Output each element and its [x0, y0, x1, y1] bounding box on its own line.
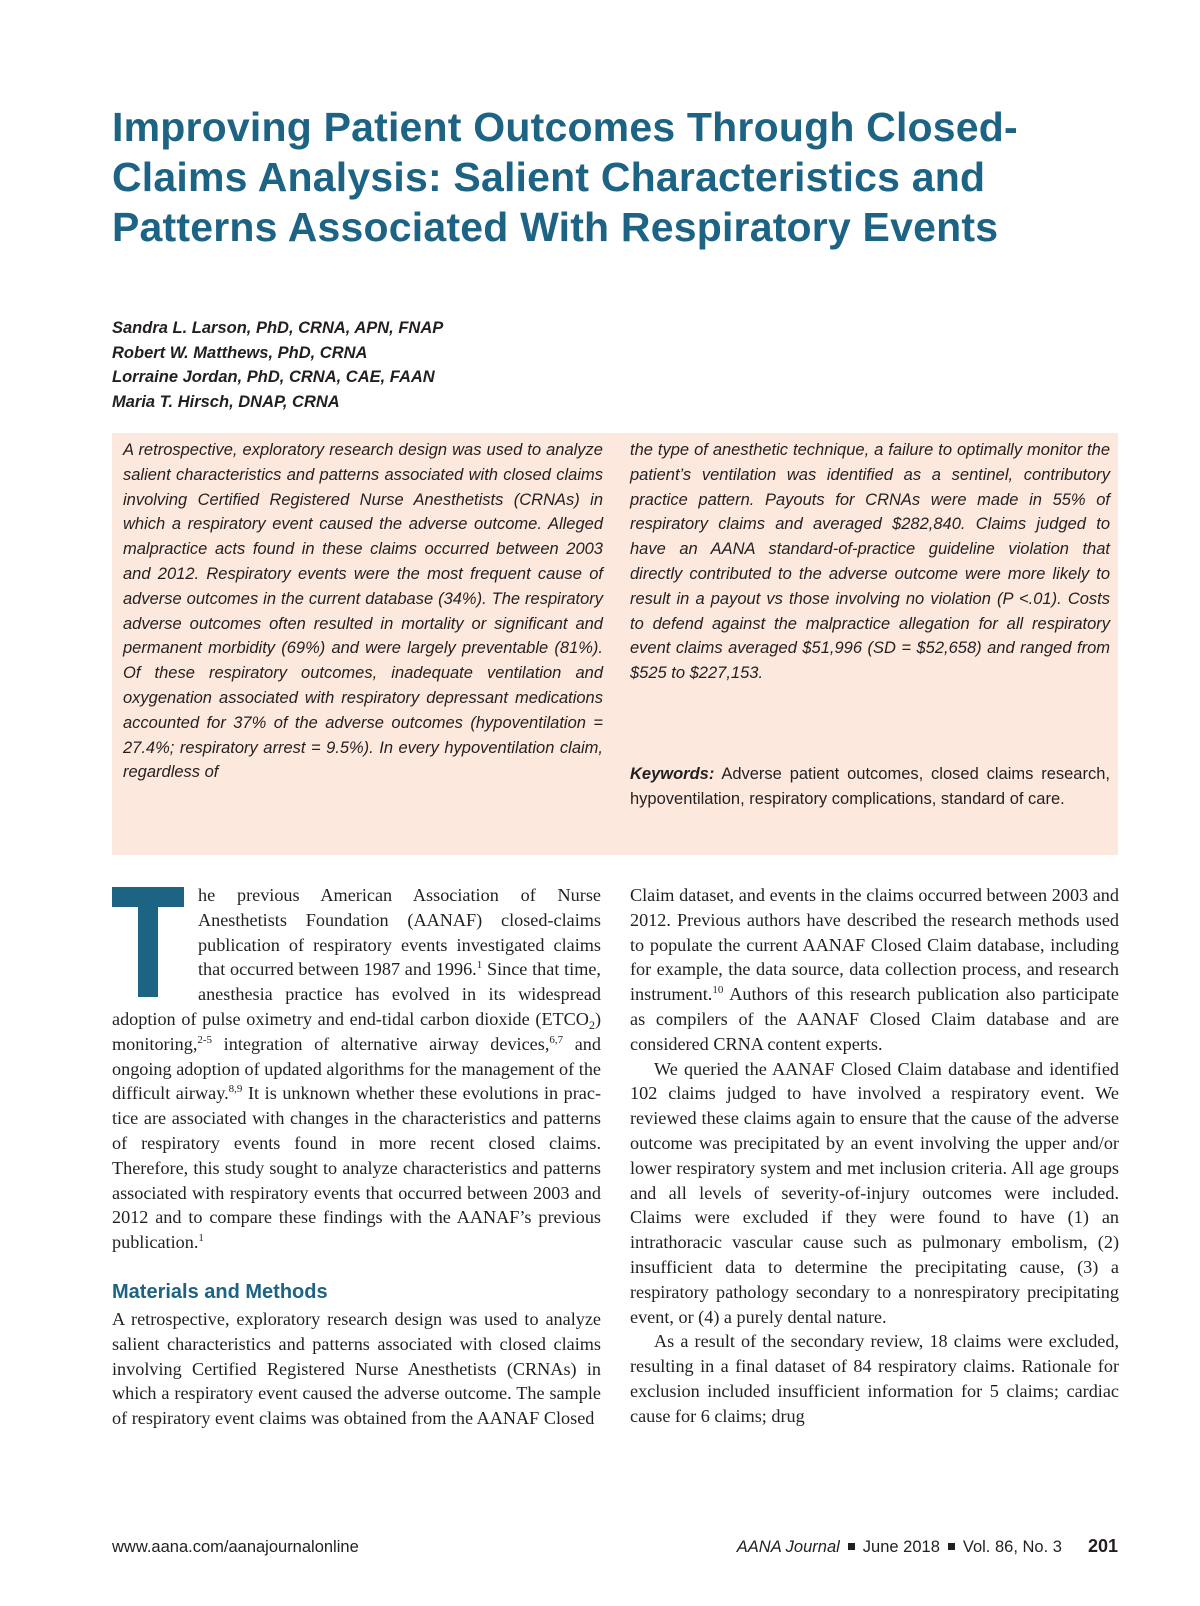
methods-paragraph: A retrospective, exploratory research design was used to analyze salient characteristics and patterns associated with closed claims involving Certified Registered Nurse Anesthetists (CRNAs) in which a respiratory event caused the adverse outcome. The sample of respiratory event claims was obtained from the AANAF Closed [112, 1308, 601, 1429]
citation: 1 [476, 959, 483, 972]
author-list [112, 316, 712, 414]
author-name: Maria T. Hirsch, DNAP, CRNA [112, 392, 340, 411]
body-paragraph: As a result of the secondary review, 18 claims were excluded, resulting in a final dataset of 84 respiratory claims. Rationale for exclusion included insufficient information for 5 claims; cardiac cause for 6 claims; drug [630, 1331, 1119, 1426]
body-right-column [630, 883, 1119, 1429]
page-number: 201 [1087, 1536, 1118, 1556]
journal-url: www.aana.com/aanajournalonline [112, 1538, 359, 1556]
title-line: Patterns Associated With Respiratory Events [112, 204, 999, 250]
journal-citation [737, 1536, 1118, 1557]
keywords-label: Keywords: [630, 765, 715, 783]
body-text: Authors of this research publication also participate as compilers of the AANAF Closed Claim database and are considered CRNA content experts. [630, 984, 1119, 1054]
intro-text: ) monitoring, [112, 1008, 601, 1054]
citation: 2-5 [197, 1033, 213, 1046]
body-paragraph [630, 883, 1119, 1057]
keywords-text: Adverse patient outcomes, closed claims research, hypoventilation, respiratory complications, standard of care. [630, 765, 1110, 808]
citation: 10 [712, 984, 724, 997]
intro-text: Since that time, anesthesia practice has evolved in its widespread adoption of pulse oximetry and end-tidal carbon dioxide (ETCO [112, 959, 601, 1029]
subscript: 2 [588, 1017, 595, 1032]
intro-text: and ongoing adoption of updated algorithms for the management of the difficult airway. [112, 1033, 601, 1104]
intro-text: integration of alternative airway devices, [212, 1033, 550, 1054]
body-text: Claim dataset, and events in the claims occurred between 2003 and 2012. Previous authors have described the research methods used to populate the current AANAF Closed Claim database, including for example, the data source, data collection process, and research instrument. [630, 885, 1119, 1005]
article-title [112, 102, 1092, 252]
intro-paragraph [112, 883, 601, 1255]
body-left-column [112, 883, 601, 1431]
author-name: Sandra L. Larson, PhD, CRNA, APN, FNAP [112, 319, 444, 337]
citation: 6,7 [549, 1033, 564, 1046]
citation: 1 [198, 1232, 204, 1245]
journal-name: AANA Journal [736, 1538, 840, 1556]
volume-issue: Vol. 86, No. 3 [962, 1538, 1062, 1556]
section-heading: Materials and Methods [112, 1280, 328, 1303]
bullet-separator [848, 1543, 855, 1550]
abstract-left-column: A retrospective, exploratory research design was used to analyze salient characteristics and patterns associated with closed claims involving Certified Registered Nurse Anesthetists (CRNAs) in which a respiratory event caused the adverse outcome. Alleged malpractice acts found in these claims occurred between 2003 and 2012. Respiratory events were the most frequent cause of adverse outcomes in the current database (34%). The respiratory adverse outcomes often resulted in mortality or significant and permanent morbidity (69%) and were largely preventable (81%). Of these respiratory outcomes, inadequate ventilation and oxygenation associated with respiratory depressant medications accounted for 37% of the adverse outcomes (hypoventilation = 27.4%; respiratory arrest = 9.5%). In every hypoventilation claim, regardless of [123, 441, 603, 782]
abstract-right-column: the type of anesthetic technique, a failure to optimally monitor the patient’s ventilation was identified as a sentinel, contributory practice pattern. Payouts for CRNAs were made in 55% of respiratory claims and averaged $282,840. Claims judged to have an AANA standard-of-practice guideline violation that directly contributed to the adverse outcome were more likely to result in a payout vs those involving no violation (P <.01). Costs to defend against the malpractice allegation for all respiratory event claims averaged $51,996 (SD = $52,658) and ranged from $525 to $227,153. [630, 441, 1110, 683]
intro-text: It is unknown whether these evolutions in practice are associated with changes in the characteristics and patterns of respiratory events found in more recent closed claims. Therefore, this study sought to analyze characteristics and patterns associated with respiratory events that occurred between 2003 and 2012 and to compare these findings with the AANAF’s previous publication. [112, 1083, 602, 1253]
keywords [630, 762, 1110, 812]
author-name: Robert W. Matthews, PhD, CRNA [112, 343, 368, 362]
issue-date: June 2018 [862, 1538, 940, 1556]
bullet-separator [948, 1543, 955, 1550]
title-line: Improving Patient Outcomes Through Closed- [112, 104, 1018, 150]
author-name: Lorraine Jordan, PhD, CRNA, CAE, FAAN [112, 368, 435, 386]
body-paragraph: We queried the AANAF Closed Claim database and identified 102 claims judged to have involved a respiratory event. We reviewed these claims again to ensure that the cause of the adverse outcome was precipitated by an event involving the upper and/or lower respiratory system and met inclusion criteria. All age groups and all levels of severity-of-injury outcomes were included. Claims were excluded if they were found to have (1) an intrathoracic vascular cause such as pulmonary embolism, (2) insufficient data to determine the precipitating cause, (3) a respiratory pathology secondary to a nonrespiratory precipitating event, or (4) a purely dental nature. [630, 1058, 1119, 1327]
title-line: Claims Analysis: Salient Characteristics and [112, 154, 986, 200]
citation: 8,9 [228, 1083, 243, 1096]
intro-text: he previous American Association of Nurse Anesthetists Foundation (AANAF) closed-claims publication of respiratory events investigated claims that occurred between 1987 and 1996. [198, 885, 601, 980]
dropcap-letter [112, 887, 184, 997]
